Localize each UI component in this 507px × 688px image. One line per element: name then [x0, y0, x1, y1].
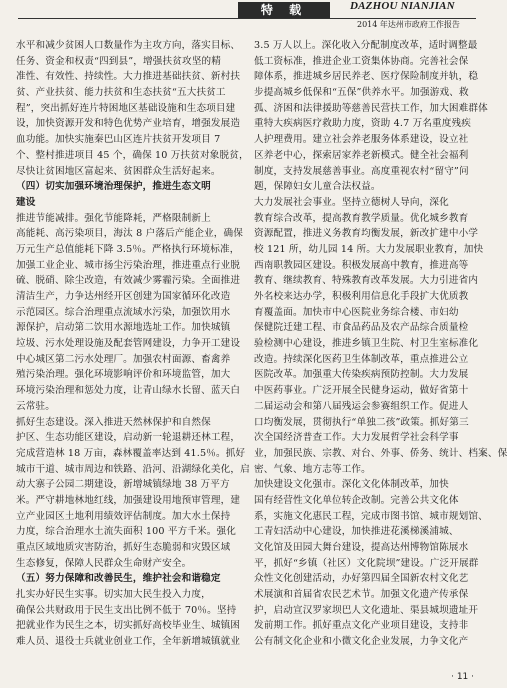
text-line: 医院改革。加强重大传染疾病预防控制。大力发展	[254, 369, 469, 381]
text-line: 贫、产业扶贫、能力扶贫和生态扶贫“五大扶贫工	[16, 87, 226, 99]
report-subtitle: 2014 年达州市政府工作报告	[357, 20, 460, 29]
text-line: 发前期工作。抓好重点文化产业项目建设，支持非	[254, 620, 469, 632]
text-line: 垃圾、污水处理设施及配套管网建设，力争开工建设	[16, 338, 241, 350]
text-line: 推进节能减排。强化节能降耗，严格限制新上	[16, 212, 211, 224]
text-line: 米。严守耕地林地红线，加强建设用地预审管理，建	[16, 494, 241, 506]
text-line: 平，抓好“乡镇（社区）文化院坝”建设。广泛开展群	[254, 557, 479, 569]
text-line: 公有制文化企业和小微文化企业发展，力争文化产	[254, 636, 469, 648]
text-line: 密、气象、地方志等工作。	[254, 463, 371, 475]
text-line: 殖污染治理。强化环境影响评价和环境监管，加大	[16, 369, 231, 381]
text-line: 教育综合改革，提高教育教学质量。优化城乡教育	[254, 212, 469, 224]
text-line: 护，启动宣汉罗家坝巴人文化遗址、渠县城坝遗址开	[254, 604, 479, 616]
page-number: · 11 ·	[451, 672, 474, 682]
text-line: 云常驻。	[16, 400, 55, 412]
text-line: 题，保障妇女儿童合法权益。	[254, 181, 381, 193]
text-line: 校 121 所，幼儿园 14 所。大力发展职业教育，加快	[254, 243, 484, 255]
text-line: 扎实办好民生实事。切实加大民生投入力度，	[16, 589, 211, 601]
text-line: 中医药事业。广泛开展全民健身运动，做好省第十	[254, 385, 469, 397]
text-line: 把就业作为民生之本，切实抓好高校毕业生、城镇困	[16, 620, 241, 632]
text-line: 外名校来达办学，积极利用信息化手段扩大优质教	[254, 291, 469, 302]
text-line: 重点区域地质灾害防治，抓好生态脆弱和灾毁区域	[16, 542, 231, 553]
text-line: 护区、生态功能区建设，启动新一轮退耕还林工程，	[16, 432, 241, 444]
text-line: 难人员、退役士兵就业创业工作，全年新增城镇就业	[16, 636, 241, 648]
text-line: 硫、脱硝、除尘改造，有效减少雾霾污染。全面推进	[16, 275, 241, 287]
text-line: 程”，突出抓好连片特困地区基础设施和生态项目建	[16, 102, 236, 114]
text-line: 血功能。加快实施秦巴山区连片扶贫开发项目 7	[16, 134, 221, 146]
text-line: 中心城区第二污水处理厂。加强农村面源、畜禽养	[16, 353, 231, 365]
text-line: 教育、继续教育、特殊教育改革发展。大力引进省内	[254, 275, 479, 287]
text-line: 加强工业企业、城市扬尘污染治理，推进重点行业脱	[16, 259, 241, 271]
left-column	[16, 38, 250, 650]
text-line: 高能耗、高污染项目，海汰 8 户落后产能企业，确保	[16, 228, 244, 240]
text-line: 保健院迁建工程、市食品药品及农产品综合质量检	[254, 322, 469, 334]
text-line: 西南职教园区建设。积极发展高中教育，推进高等	[254, 259, 469, 271]
text-line: 个、整村推进项目 45 个，确保 10 万扶贫对象脱贫，	[16, 149, 249, 161]
text-line: 系，实施文化惠民工程，完成市图书馆、城市规划馆、	[254, 510, 488, 522]
text-line: 城市干道、城市周边和铁路、沿河、沿湖绿化美化，启	[16, 463, 250, 475]
text-line: 术展演和首届省农民艺术节。加强文化遗产传承保	[254, 589, 469, 601]
page-header	[0, 0, 494, 36]
text-line: 孤、济困和法律援助等慈善民营扶工作，加大困难群体	[254, 102, 488, 114]
text-line: 抓好生态建设。深入推进天然林保护和自然保	[16, 416, 211, 428]
text-line: 立产业园区土地利用绩效评估制度。加大水土保持	[16, 510, 231, 522]
text-line: 步提高城乡低保和“五保”供养水平。加强游戏、救	[254, 87, 469, 99]
text-line: 示范园区。综合治理重点流域水污染，加强饮用水	[16, 306, 231, 318]
text-line: 文化馆及田园大舞台建设，提高达州博物馆陈展水	[254, 542, 469, 553]
text-line: 尽快让贫困地区富起来、贫困群众生活好起来。	[16, 165, 221, 177]
text-line: 验检测中心建设，推进乡镇卫生院、村卫生室标准化	[254, 338, 479, 350]
text-line: 准性、有效性、持续性。大力推进基础扶贫、新村扶	[16, 71, 241, 83]
text-line: 重特大疾病医疗救助力度，资助 4.7 万名重度残疾	[254, 118, 471, 130]
text-line: 改造。持续深化医药卫生体制改革，重点推进公立	[254, 353, 469, 365]
text-line: 区养老中心，探索居家养老新模式。健全社会福利	[254, 149, 469, 161]
text-line: 口均衡发展，贯彻执行“单独二孩”政策。抓好第三	[254, 416, 469, 428]
text-line: 万元生产总值能耗下降 3.5％。严格执行环境标准，	[16, 243, 240, 255]
text-line: 业，加强民族、宗教、对台、外事、侨务、统计、档案、保	[254, 447, 507, 459]
section-heading-line: （四）切实加强环境治理保护，推进生态文明	[16, 181, 211, 193]
text-line: 制度，支持发展慈善事业。高度重视农村“留守”问	[254, 165, 469, 177]
text-line: 任务、资金和权责“四到县”，增强扶贫攻坚的精	[16, 55, 221, 67]
text-line: 国有经营性文化单位转企改制。完善公共文化体	[254, 494, 459, 506]
text-line: 低工资标准，推进企业工资集体协商。完善社会保	[254, 55, 469, 67]
text-line: 众性文化创建活动，办好第四届全国新农村文化艺	[254, 573, 469, 585]
section-badge: 特 载	[238, 2, 330, 18]
text-line: 次全国经济普查工作。大力发展哲学社会科学事	[254, 432, 459, 444]
text-line: 育覆盖面。加快市中心医院业务综合楼、市妇幼	[254, 306, 459, 318]
text-line: 大力发展社会事业。坚持立德树人导向，深化	[254, 196, 449, 208]
text-line: 源保护，启动第二饮用水源地选址工作。加快城镇	[16, 322, 231, 334]
section-heading-line: 建设	[16, 196, 36, 208]
section-heading-line: （五）努力保障和改善民生，维护社会和谐稳定	[16, 573, 221, 585]
text-line: 资源配置，推进义务教育均衡发展，新改扩建中小学	[254, 228, 479, 240]
text-line: 确保公共财政用于民生支出比例不低于 70％。坚持	[16, 604, 237, 616]
text-line: 完成营造林 18 万亩，森林覆盖率达到 41.5％。抓好	[16, 447, 246, 459]
text-line: 工青妇活动中心建设，加快推进花溪梯溪浦城、	[254, 526, 459, 538]
text-line: 力度，综合治理水土流失面积 100 平方千米。强化	[16, 526, 237, 538]
text-line: 环境污染治理和惩处力度，让青山绿水长留、蓝天白	[16, 385, 241, 397]
text-line: 加快建设文化强市。深化文化体制改革，加快	[254, 479, 449, 491]
text-line: 动大寨子公园二期建设，新增城镇绿地 38 万平方	[16, 479, 230, 491]
text-line: 水平和减少贫困人口数量作为主攻方向，落实目标、	[16, 40, 241, 51]
text-line: 二届运动会和第八届残运会参赛组织工作。促进人	[254, 400, 469, 412]
text-line: 清洁生产，力争达州经开区创建为国家循环化改造	[16, 291, 231, 302]
journal-title: DAZHOU NIANJIAN	[350, 0, 455, 12]
right-column	[254, 38, 507, 650]
text-line: 障体系，推进城乡居民养老、医疗保险制度并轨，稳	[254, 71, 479, 83]
text-line: 人护理费用。建立社会养老服务体系建设，设立社	[254, 134, 469, 146]
text-line: 3.5 万人以上。深化收入分配制度改革，适时调整最	[254, 40, 478, 51]
text-line: 设，加快资源开发和特色优势产业培育，增强发展造	[16, 118, 241, 130]
text-line: 生态修复，保障人民群众生命财产安全。	[16, 557, 192, 569]
